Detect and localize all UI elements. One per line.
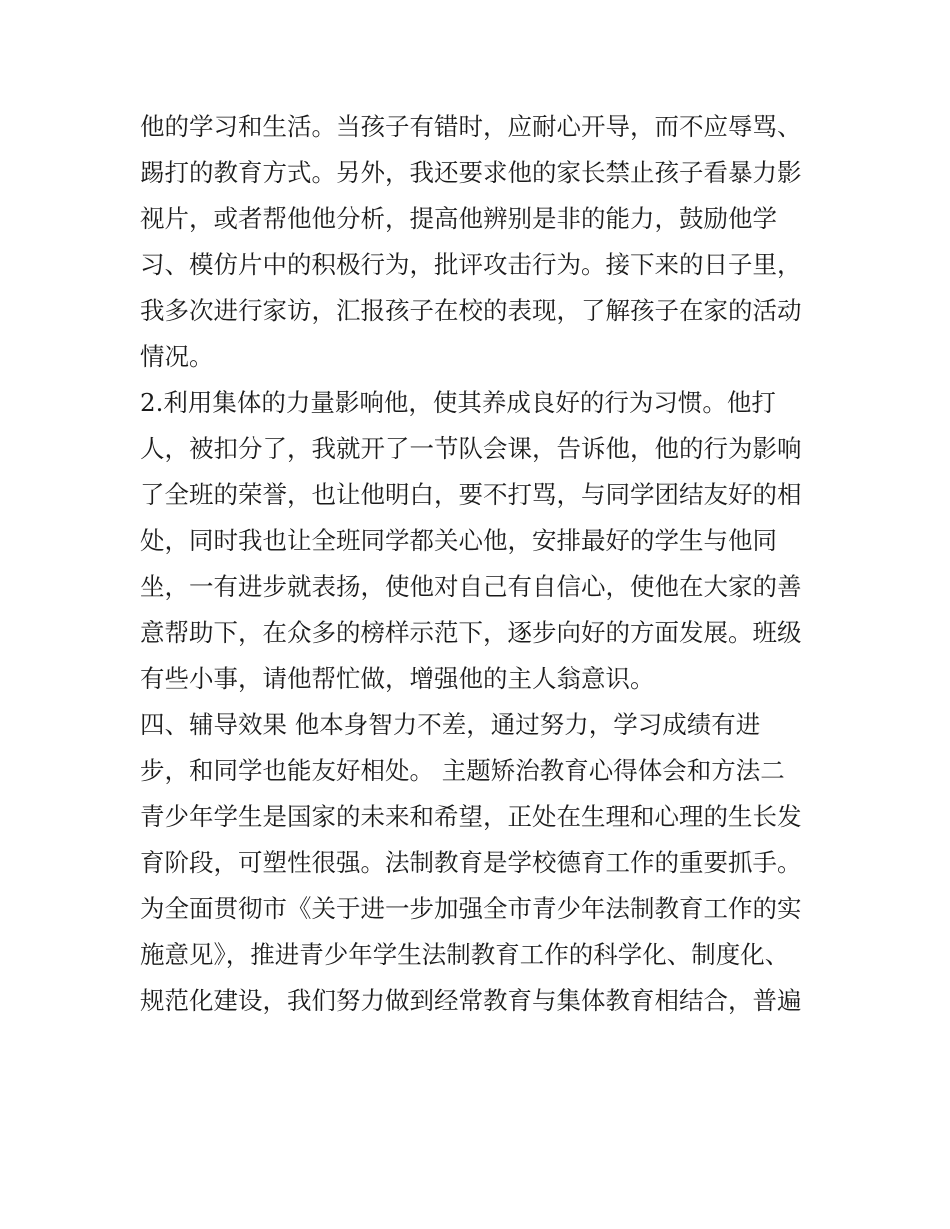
- text-line: 人，被扣分了，我就开了一节队会课，告诉他，他的行为影响: [140, 434, 802, 463]
- text-line: 踢打的教育方式。另外，我还要求他的家长禁止孩子看暴力影: [140, 158, 802, 187]
- text-line: 四、辅导效果 他本身智力不差，通过努力，学习成绩有进: [140, 710, 761, 739]
- text-line: 处，同时我也让全班同学都关心他，安排最好的学生与他同: [140, 526, 777, 555]
- text-line: 2.利用集体的力量影响他，使其养成良好的行为习惯。他打: [140, 388, 776, 417]
- text-line: 为全面贯彻市《关于进一步加强全市青少年法制教育工作的实: [140, 894, 802, 923]
- text-line: 了全班的荣誉，也让他明白，要不打骂，与同学团结友好的相: [140, 480, 802, 509]
- text-line: 有些小事，请他帮忙做，增强他的主人翁意识。: [140, 664, 655, 693]
- text-line: 坐，一有进步就表扬，使他对自己有自信心，使他在大家的善: [140, 572, 802, 601]
- text-line: 习、模仿片中的积极行为，批评攻击行为。接下来的日子里，: [140, 250, 802, 279]
- text-line: 他的学习和生活。当孩子有错时，应耐心开导，而不应辱骂、: [140, 112, 802, 141]
- text-line: 意帮助下，在众多的榜样示范下，逐步向好的方面发展。班级: [140, 618, 802, 647]
- text-line: 视片，或者帮他他分析，提高他辨别是非的能力，鼓励他学: [140, 204, 777, 233]
- text-line: 施意见》，推进青少年学生法制教育工作的科学化、制度化、: [140, 940, 790, 969]
- text-line: 青少年学生是国家的未来和希望，正处在生理和心理的生长发: [140, 802, 802, 831]
- text-line: 我多次进行家访，汇报孩子在校的表现，了解孩子在家的活动: [140, 296, 802, 325]
- text-line: 步，和同学也能友好相处。 主题矫治教育心得体会和方法二: [140, 756, 785, 785]
- body-text: [140, 104, 820, 1024]
- text-line: 育阶段，可塑性很强。法制教育是学校德育工作的重要抓手。: [140, 848, 802, 877]
- text-line: 情况。: [140, 342, 214, 371]
- text-line: 规范化建设，我们努力做到经常教育与集体教育相结合，普遍: [140, 986, 802, 1015]
